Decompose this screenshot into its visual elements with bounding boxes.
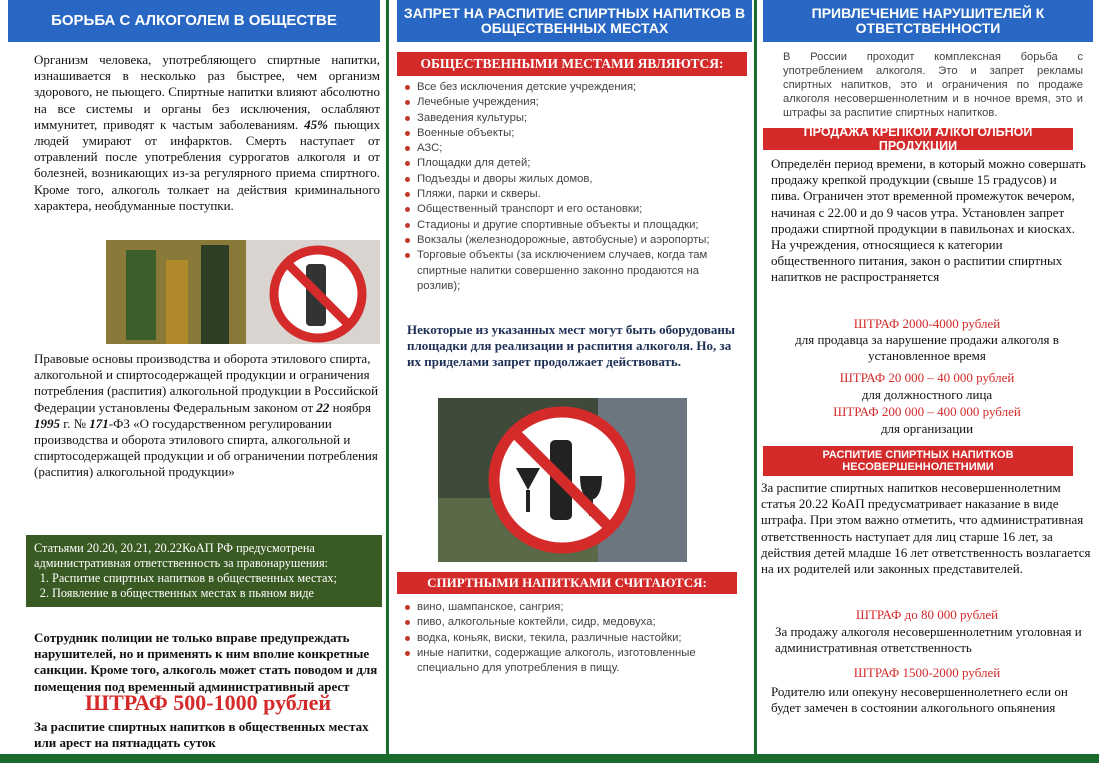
fine-note: За распитие спиртных напитков в общественных местах или арест на пятнадцать суток (34, 719, 369, 751)
intro-text: Организм человека, употребляющего спиртные напитки, изнашивается в несколько раз быстрее, чем организм здорового, не пьющего. Спиртные напитки влияют абсолютно на все системы и органы без исключения, ослабляют иммунитет, приводят к частым заболеваниям. 45% пьющих людей умирают от инфарктов. Смерть наступает от отравлений после употребления суррогатов алкоголя и от болезней, возникающих из-за регулярного приема спиртного. Кроме того, алкоголь толкает на действия криминального характера, необдуманные поступки. (34, 52, 381, 213)
sale-title: ПРОДАЖА КРЕПКОЙ АЛКОГОЛЬНОЙ ПРОДУКЦИИ (763, 128, 1073, 150)
fine-5: ШТРАФ 1500-2000 рублей (853, 665, 1001, 680)
fine-4-note: За продажу алкоголя несовершеннолетним уголовная и административная ответственность (775, 624, 1082, 656)
list-item: Общественный транспорт и его остановки; (403, 202, 743, 217)
fine-5-note: Родителю или опекуну несовершеннолетнего если он будет замечен в состоянии алкогольного опьянения (771, 684, 1068, 716)
alcohol-photo (106, 240, 380, 344)
column-responsibility (757, 0, 1099, 763)
list-item: 1. Распитие спиртных напитков в общественных местах; (52, 571, 374, 586)
drinks-title: СПИРТНЫМИ НАПИТКАМИ СЧИТАЮТСЯ: (397, 572, 737, 594)
fine-1-note: для продавца за нарушение продажи алкоголя в установленное время (795, 332, 1059, 364)
minors-title: РАСПИТИЕ СПИРТНЫХ НАПИТКОВ НЕСОВЕРШЕННОЛЕТНИМИ (763, 446, 1073, 476)
list-item: Подъезды и дворы жилых домов, (403, 172, 743, 187)
percent-value: 45% (304, 116, 328, 132)
fine-2: ШТРАФ 20 000 – 40 000 рублей (839, 370, 1015, 385)
list-item: вино, шампанское, сангрия; (403, 600, 733, 615)
list-item: Заведения культуры; (403, 111, 743, 126)
intro-text: В России проходит комплексная борьба с употреблением алкоголя. Это и запрет рекламы спиртных напитков, это и ограничения по продаже алкоголя несовершеннолетним и в ночное время, это и штрафы за распитие спиртных напитков. (783, 51, 1083, 119)
bottom-border (0, 754, 1099, 763)
places-list (403, 80, 743, 294)
list-item: Стадионы и другие спортивные объекты и площадки; (403, 218, 743, 233)
list-item: Военные объекты; (403, 126, 743, 141)
law-text: Правовые основы производства и оборота этилового спирта, алкогольной и спиртосодержащей продукции и ограничения потребления (распития) алкогольной продукции в Российской Федерации установлены Федеральным законом от 22 ноября 1995 г. № 171-ФЗ «О государственном регулировании производства и оборота этилового спирта, алкогольной и спиртосодержащей продукции и об ограничении потребления (распития) алкогольной продукции» (34, 351, 379, 480)
list-item: водка, коньяк, виски, текила, различные настойки; (403, 631, 733, 646)
minors-text: За распитие спиртных напитков несовершеннолетним статья 20.22 КоАП предусматривает наказание в виде штрафа. При этом важно отметить, что административная ответственность наступает для лиц старше 16 лет, за действия детей младше 16 лет ответственность возлагается на их родителей или законных представителей. (761, 480, 1091, 577)
list-item: 2. Появление в общественных местах в пьяном виде (52, 586, 374, 601)
column-header: ЗАПРЕТ НА РАСПИТИЕ СПИРТНЫХ НАПИТКОВ В ОБЩЕСТВЕННЫХ МЕСТАХ (397, 0, 752, 42)
fine-3-note: для организации (880, 421, 974, 436)
fine-2-note: для должностного лица (861, 387, 993, 402)
list-item: Площадки для детей; (403, 156, 743, 171)
prohibition-photo (438, 398, 687, 562)
articles-box: Статьями 20.20, 20.21, 20.22КоАП РФ предусмотрена административная ответственность за правонарушения: 1. Распитие спиртных напитков в общественных местах; 2. Появление в общественных местах в пьяном виде (26, 535, 382, 607)
drinks-list (403, 600, 733, 676)
fine-main: ШТРАФ 500-1000 рублей (84, 690, 332, 715)
column-public-places (389, 0, 755, 763)
list-item: иные напитки, содержащие алкоголь, изготовленные специально для употребления в пищу. (403, 646, 733, 677)
list-item: Все без исключения детские учреждения; (403, 80, 743, 95)
column-fight-alcohol (0, 0, 386, 763)
list-item: Торговые объекты (за исключением случаев, когда там спиртные напитки совершенно законно продаются на розлив); (403, 248, 743, 294)
list-item: АЗС; (403, 141, 743, 156)
list-item: Пляжи, парки и скверы. (403, 187, 743, 202)
list-item: Вокзалы (железнодорожные, автобусные) и аэропорты; (403, 233, 743, 248)
fine-4: ШТРАФ до 80 000 рублей (855, 607, 999, 622)
sale-text: Определён период времени, в который можно совершать продажу крепкой продукции (свыше 15 градусов) и пива. Ограничен этот временной промежуток вечером, начиная с 22.00 и до 9 часов утра. Установлен запрет продажи спиртной продукции в павильонах и киосках. На учреждения, относящиеся к категории общественного питания, закон о распитии спиртных напитков не распространяется (771, 156, 1086, 285)
places-note: Некоторые из указанных мест могут быть оборудованы площадки для реализации и распития алкоголя. Но, за их приделами запрет продолжает действовать. (407, 322, 736, 370)
fine-3: ШТРАФ 200 000 – 400 000 рублей (833, 404, 1021, 419)
list-item: пиво, алкогольные коктейли, сидр, медовуха; (403, 615, 733, 630)
column-header: БОРЬБА С АЛКОГОЛЕМ В ОБЩЕСТВЕ (8, 0, 380, 42)
column-header: ПРИВЛЕЧЕНИЕ НАРУШИТЕЛЕЙ К ОТВЕТСТВЕННОСТИ (763, 0, 1093, 42)
fine-1: ШТРАФ 2000-4000 рублей (853, 316, 1001, 331)
police-text: Сотрудник полиции не только вправе предупреждать нарушителей, но и применять к ним вполне конкретные санкции. Кроме того, алкоголь может стать поводом и для помещения под временный административный арест (34, 630, 378, 694)
places-title: ОБЩЕСТВЕННЫМИ МЕСТАМИ ЯВЛЯЮТСЯ: (397, 52, 747, 76)
list-item: Лечебные учреждения; (403, 95, 743, 110)
